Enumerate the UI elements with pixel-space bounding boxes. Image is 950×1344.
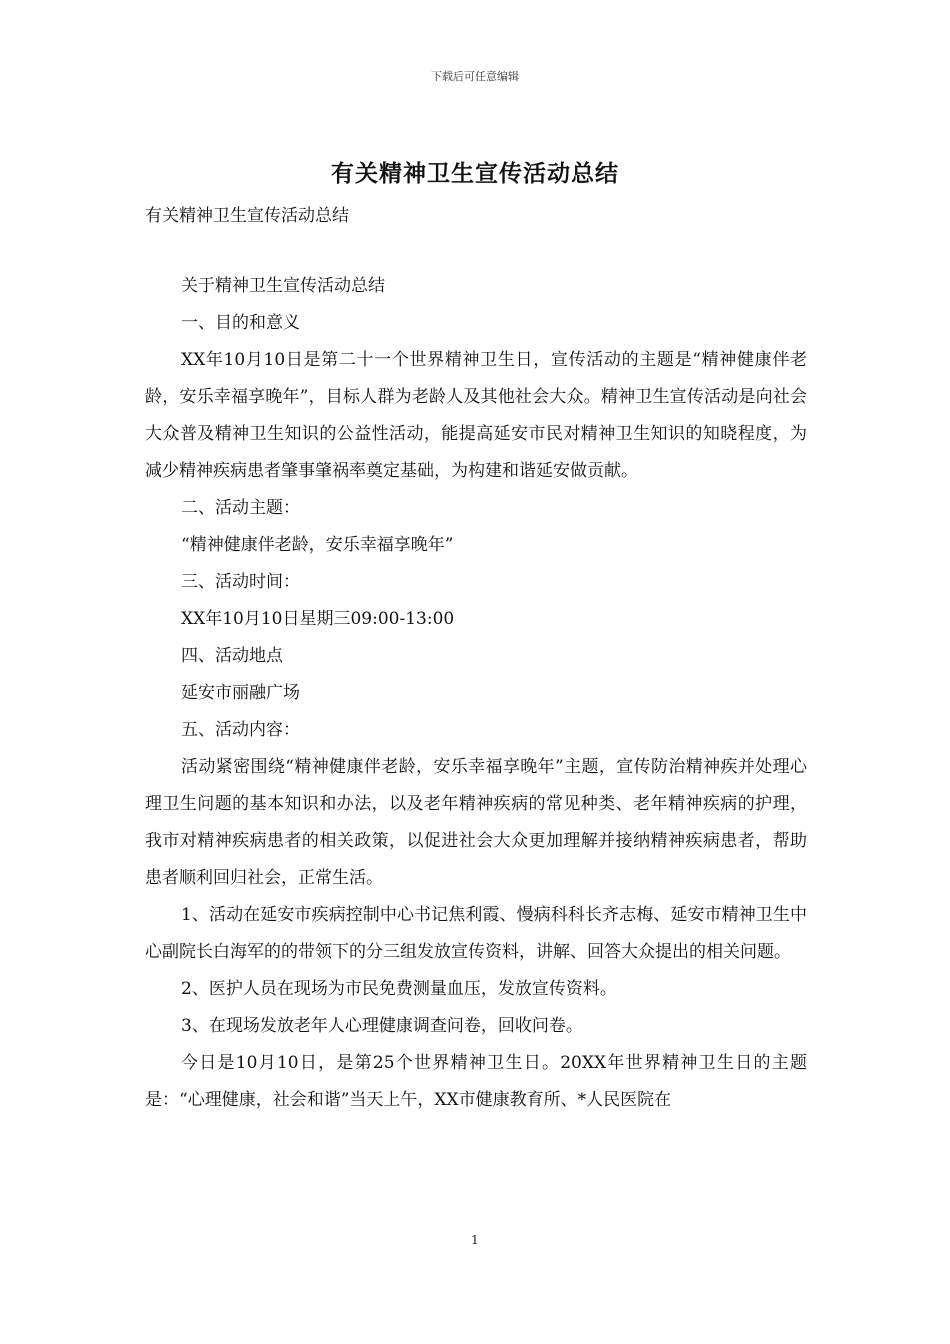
section-heading-content: 五、活动内容：: [181, 720, 300, 740]
section-heading-purpose: 一、目的和意义: [181, 313, 300, 333]
document-title: 有关精神卫生宣传活动总结: [331, 160, 619, 187]
header-note: 下载后可任意编辑: [431, 70, 519, 83]
document-body: [145, 268, 807, 1119]
paragraph-location: 延安市丽融广场: [181, 683, 300, 703]
paragraph-heading: 关于精神卫生宣传活动总结: [181, 276, 385, 296]
paragraph-purpose: XX年10月10日是第二十一个世界精神卫生日，宣传活动的主题是“精神健康伴老龄，安乐幸福享晚年”，目标人群为老龄人及其他社会大众。精神卫生宣传活动是向社会大众普及精神卫生知识的公益性活动，能提高延安市民对精神卫生知识的知晓程度，为减少精神疾病患者肇事肇祸率奠定基础，为构建和谐延安做贡献。: [145, 350, 807, 481]
list-item-2: 2、医护人员在现场为市民免费测量血压，发放宣传资料。: [181, 979, 617, 999]
section-heading-location: 四、活动地点: [181, 646, 283, 666]
list-item-1: 1、活动在延安市疾病控制中心书记焦利霞、慢病科科长齐志梅、延安市精神卫生中心副院长白海军的的带领下的分三组发放宣传资料，讲解、回答大众提出的相关问题。: [145, 905, 807, 962]
section-heading-time: 三、活动时间：: [181, 572, 300, 592]
paragraph-content: 活动紧密围绕“精神健康伴老龄，安乐幸福享晚年”主题，宣传防治精神疾并处理心理卫生问题的基本知识和办法，以及老年精神疾病的常见种类、老年精神疾病的护理，我市对精神疾病患者的相关政策，以促进社会大众更加理解并接纳精神疾病患者，帮助患者顺利回归社会，正常生活。: [145, 757, 807, 888]
paragraph-mental-health-day: 今日是10月10日，是第25个世界精神卫生日。20XX年世界精神卫生日的主题是：“心理健康，社会和谐”当天上午，XX市健康教育所、*人民医院在: [145, 1053, 807, 1110]
paragraph-theme: “精神健康伴老龄，安乐幸福享晚年”: [181, 535, 454, 555]
list-item-3: 3、在现场发放老年人心理健康调查问卷，回收问卷。: [181, 1016, 583, 1036]
document-subtitle: 有关精神卫生宣传活动总结: [145, 206, 349, 226]
section-heading-theme: 二、活动主题：: [181, 498, 300, 518]
paragraph-time: XX年10月10日星期三09:00-13:00: [181, 609, 455, 629]
page-number: 1: [471, 1233, 479, 1247]
